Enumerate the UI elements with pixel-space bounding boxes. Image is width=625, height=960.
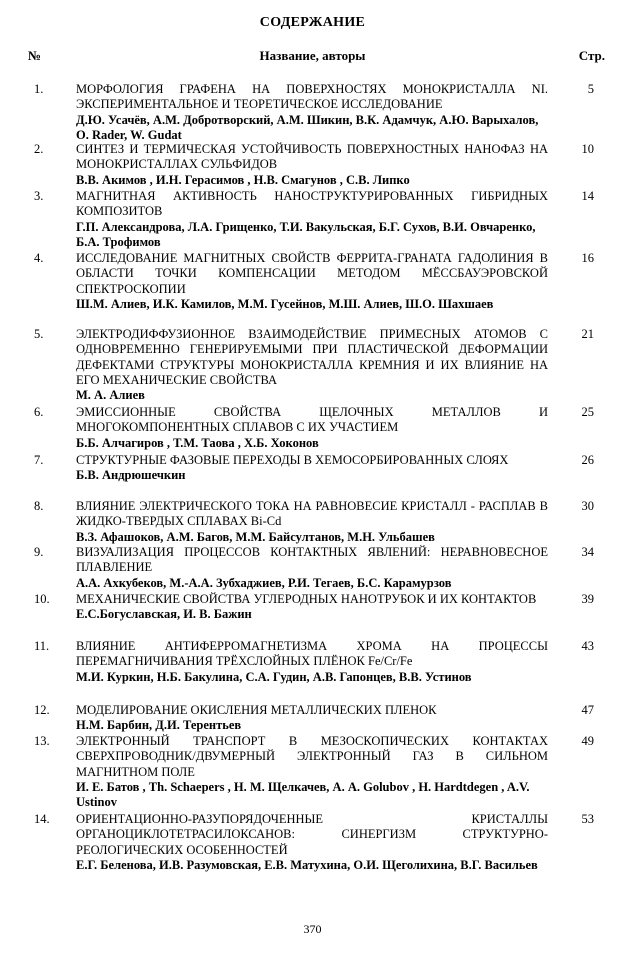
toc-entry: [0, 499, 625, 545]
entry-number: 1.: [34, 82, 44, 96]
toc-list: [0, 82, 625, 892]
page-number: 370: [303, 922, 322, 936]
entry-title: СИНТЕЗ И ТЕРМИЧЕСКАЯ УСТОЙЧИВОСТЬ ПОВЕРХНОСТНЫХ НАНОФАЗ НА МОНОКРИСТАЛЛАХ СУЛЬФИДОВ: [76, 142, 548, 172]
entry-page: 10: [581, 142, 594, 156]
toc-entry: [0, 592, 625, 639]
entry-authors: Е.Г. Беленова, И.В. Разумовская, Е.В. Матухина, О.И. Щеголихина, В.Г. Васильев: [76, 857, 538, 872]
entry-number: 10.: [34, 592, 50, 606]
entry-page: 21: [581, 327, 594, 341]
column-header-number: №: [28, 48, 42, 63]
entry-number: 7.: [34, 453, 44, 467]
entry-title: ИССЛЕДОВАНИЕ МАГНИТНЫХ СВОЙСТВ ФЕРРИТА-ГРАНАТА ГАДОЛИНИЯ В ОБЛАСТИ ТОЧКИ КОМПЕНСАЦИИ МЕТОДОМ МЁССБАУЭРОВСКОЙ СПЕКТРОСКОПИИ: [76, 251, 548, 296]
toc-entry: [0, 453, 625, 499]
entry-title: МОДЕЛИРОВАНИЕ ОКИСЛЕНИЯ МЕТАЛЛИЧЕСКИХ ПЛЕНОК: [76, 703, 437, 717]
entry-title: ВЛИЯНИЕ АНТИФЕРРОМАГНЕТИЗМА ХРОМА НА ПРОЦЕССЫ ПЕРЕМАГНИЧИВАНИЯ ТРЁХСЛОЙНЫХ ПЛЁНОК Fe/Cr/Fe: [76, 639, 548, 669]
toc-entry: [0, 734, 625, 812]
entry-title: МАГНИТНАЯ АКТИВНОСТЬ НАНОСТРУКТУРИРОВАННЫХ ГИБРИДНЫХ КОМПОЗИТОВ: [76, 189, 548, 219]
entry-page: 14: [581, 189, 594, 203]
entry-page: 39: [581, 592, 594, 606]
entry-page: 25: [581, 405, 594, 419]
entry-title: МОРФОЛОГИЯ ГРАФЕНА НА ПОВЕРХНОСТЯХ МОНОКРИСТАЛЛА NI. ЭКСПЕРИМЕНТАЛЬНОЕ И ТЕОРЕТИЧЕСКОЕ ИССЛЕДОВАНИЕ: [76, 82, 548, 112]
toc-entry: [0, 82, 625, 142]
entry-number: 13.: [34, 734, 50, 748]
entry-authors: Н.М. Барбин, Д.И. Терентьев: [76, 718, 242, 733]
column-header-page: Стр.: [578, 48, 605, 63]
toc-entry: [0, 327, 625, 405]
entry-authors: М.И. Куркин, Н.Б. Бакулина, С.А. Гудин, А.В. Гапонцев, В.В. Устинов: [76, 669, 472, 684]
entry-page: 47: [581, 703, 594, 717]
column-header-name: Название, авторы: [259, 48, 366, 63]
entry-authors: Е.С.Богуславская, И. В. Бажин: [76, 607, 252, 622]
entry-page: 49: [581, 734, 594, 748]
entry-authors: Г.П. Александрова, Л.А. Грищенко, Т.И. Вакульская, Б.Г. Сухов, В.И. Овчаренко, Б.А. Трофимов: [76, 219, 536, 249]
entry-title: ОРИЕНТАЦИОННО-РАЗУПОРЯДОЧЕННЫЕ КРИСТАЛЛЫ ОРГАНОЦИКЛОТЕТРАСИЛОКСАНОВ: СИНЕРГИЗМ СТРУКТУРНО-РЕОЛОГИЧЕСКИХ ОСОБЕННОСТЕЙ: [76, 812, 548, 857]
toc-entry: [0, 545, 625, 592]
entry-title: ЭЛЕКТРОДИФФУЗИОННОЕ ВЗАИМОДЕЙСТВИЕ ПРИМЕСНЫХ АТОМОВ С ОДНОВРЕМЕННО ГЕНЕРИРУЕМЫМИ ПРИ ПЛАСТИЧЕСКОЙ ДЕФОРМАЦИИ ДЕФЕКТАМИ СТРУКТУРЫ МОНОКРИСТАЛЛА КРЕМНИЯ И ИХ ВЛИЯНИЕ НА ЕГО МЕХАНИЧЕСКИЕ СВОЙСТВА: [76, 327, 548, 387]
entry-title: МЕХАНИЧЕСКИЕ СВОЙСТВА УГЛЕРОДНЫХ НАНОТРУБОК И ИХ КОНТАКТОВ: [76, 592, 537, 606]
entry-number: 3.: [34, 189, 44, 203]
entry-authors: В.В. Акимов , И.Н. Герасимов , Н.В. Смагунов , С.В. Липко: [76, 172, 410, 187]
entry-title: ВИЗУАЛИЗАЦИЯ ПРОЦЕССОВ КОНТАКТНЫХ ЯВЛЕНИЙ: НЕРАВНОВЕСНОЕ ПЛАВЛЕНИЕ: [76, 545, 548, 575]
entry-number: 5.: [34, 327, 44, 341]
entry-number: 14.: [34, 812, 50, 826]
entry-title: ЭЛЕКТРОННЫЙ ТРАНСПОРТ В МЕЗОСКОПИЧЕСКИХ КОНТАКТАХ СВЕРХПРОВОДНИК/ДВУМЕРНЫЙ ЭЛЕКТРОННЫЙ ГАЗ В СИЛЬНОМ МАГНИТНОМ ПОЛЕ: [76, 734, 548, 779]
toc-entry: [0, 189, 625, 251]
entry-page: 5: [587, 82, 594, 96]
toc-entry: [0, 812, 625, 892]
entry-authors: А.А. Ахкубеков, М.-А.А. Зубхаджиев, Р.И. Тегаев, Б.С. Карамурзов: [76, 575, 452, 590]
toc-entry: [0, 639, 625, 703]
entry-page: 34: [581, 545, 594, 559]
toc-entry: [0, 703, 625, 734]
entry-number: 11.: [34, 639, 50, 653]
page-title: СОДЕРЖАНИЕ: [259, 15, 366, 30]
entry-page: 43: [581, 639, 594, 653]
entry-authors: В.З. Афашоков, А.М. Багов, М.М. Байсултанов, М.Н. Ульбашев: [76, 529, 435, 544]
entry-page: 16: [581, 251, 594, 265]
entry-title: ЭМИССИОННЫЕ СВОЙСТВА ЩЕЛОЧНЫХ МЕТАЛЛОВ И МНОГОКОМПОНЕНТНЫХ СПЛАВОВ С ИХ УЧАСТИЕМ: [76, 405, 548, 435]
entry-authors: Д.Ю. Усачёв, А.М. Добротворский, А.М. Шикин, В.К. Адамчук, А.Ю. Варыхалов, O. Rader, W. Gudat: [76, 112, 539, 142]
entry-authors: Ш.М. Алиев, И.К. Камилов, М.М. Гусейнов, М.Ш. Алиев, Ш.О. Шахшаев: [76, 296, 494, 311]
entry-number: 12.: [34, 703, 50, 717]
entry-authors: Б.В. Андрюшечкин: [76, 468, 186, 483]
entry-page: 26: [581, 453, 594, 467]
toc-entry: [0, 405, 625, 453]
entry-authors: И. Е. Батов , Th. Schaepers , Н. М. Щелкачев, А. А. Golubov , H. Hardtdegen , A.V. Ustinov: [76, 779, 530, 810]
entry-title: СТРУКТУРНЫЕ ФАЗОВЫЕ ПЕРЕХОДЫ В ХЕМОСОРБИРОВАННЫХ СЛОЯХ: [76, 453, 509, 467]
toc-entry: [0, 142, 625, 189]
entry-number: 9.: [34, 545, 44, 559]
entry-number: 8.: [34, 499, 44, 513]
entry-number: 6.: [34, 405, 44, 419]
entry-number: 2.: [34, 142, 44, 156]
entry-number: 4.: [34, 251, 44, 265]
entry-authors: Б.Б. Алчагиров , Т.М. Таова , Х.Б. Хоконов: [76, 435, 319, 450]
entry-page: 53: [581, 812, 594, 826]
entry-page: 30: [581, 499, 594, 513]
entry-authors: М. А. Алиев: [76, 388, 145, 403]
entry-title: ВЛИЯНИЕ ЭЛЕКТРИЧЕСКОГО ТОКА НА РАВНОВЕСИЕ КРИСТАЛЛ - РАСПЛАВ В ЖИДКО-ТВЕРДЫХ СПЛАВАХ Bi-Cd: [76, 499, 548, 529]
toc-entry: [0, 251, 625, 327]
